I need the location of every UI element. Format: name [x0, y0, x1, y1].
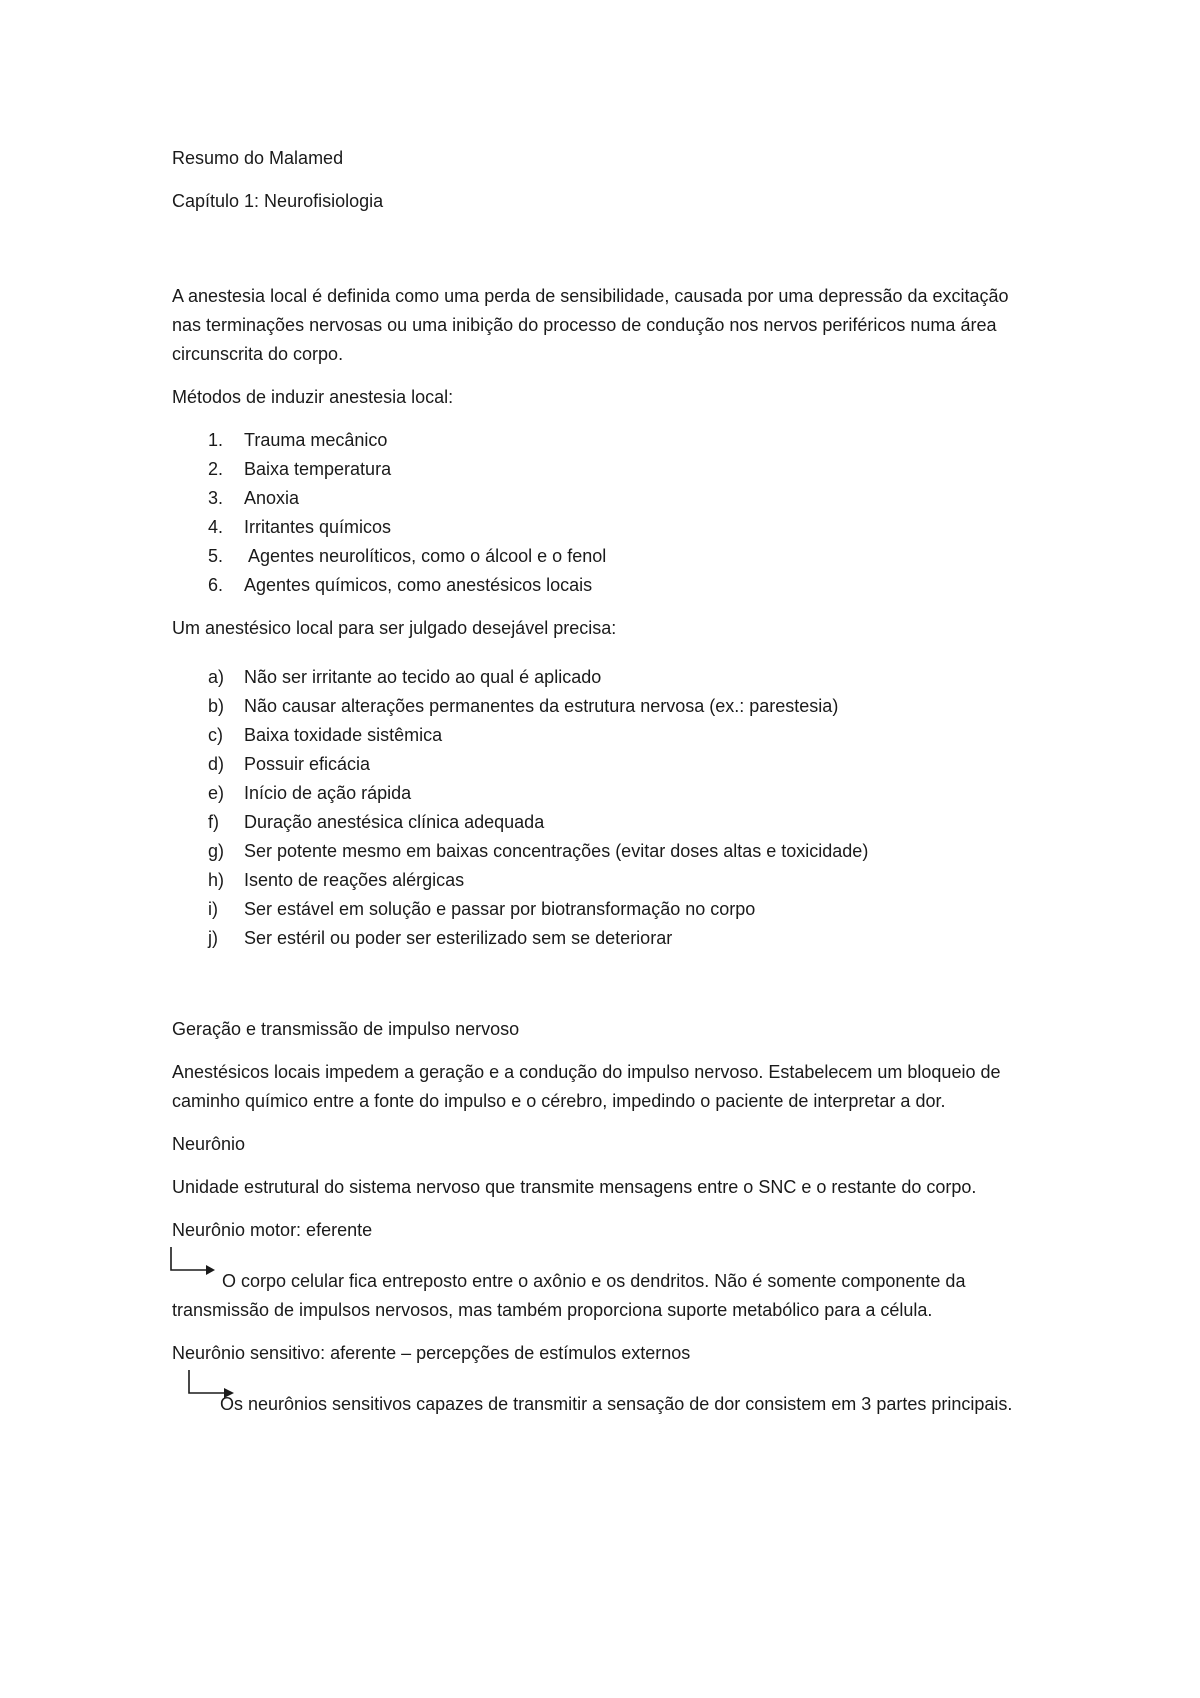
list-item-text: Irritantes químicos — [244, 517, 392, 537]
list-marker: f) — [208, 812, 219, 832]
list-item — [172, 779, 1042, 808]
list-marker: 3. — [208, 488, 224, 508]
list-marker: a) — [208, 667, 225, 687]
definition-paragraph: A anestesia local é definida como uma perda de sensibilidade, causada por uma depressão da excitação nas terminações nervosas ou uma inibição do processo de condução nos nervos periféricos numa área circunscrita do corpo. — [172, 286, 1009, 364]
list-marker: 6. — [208, 575, 224, 595]
list-item — [172, 426, 1042, 455]
list-item-text: Não ser irritante ao tecido ao qual é aplicado — [244, 667, 602, 687]
list-marker: h) — [208, 870, 225, 890]
list-marker: 1. — [208, 430, 224, 450]
list-item-text: Trauma mecânico — [244, 430, 388, 450]
list-item — [172, 866, 1042, 895]
methods-heading: Métodos de induzir anestesia local: — [172, 387, 454, 407]
list-marker: i) — [208, 899, 218, 919]
list-item-text: Anoxia — [244, 488, 300, 508]
list-item-text: Ser estéril ou poder ser esterilizado sem se deteriorar — [244, 928, 673, 948]
list-item — [172, 808, 1042, 837]
list-item-text: Possuir eficácia — [244, 754, 371, 774]
list-item-text: Agentes químicos, como anestésicos locais — [244, 575, 593, 595]
list-item-text: Início de ação rápida — [244, 783, 412, 803]
list-marker: e) — [208, 783, 225, 803]
list-item — [172, 721, 1042, 750]
section-heading: Geração e transmissão de impulso nervoso — [172, 1019, 520, 1039]
document-title: Resumo do Malamed — [172, 148, 344, 168]
list-item — [172, 837, 1042, 866]
sensory-neuron-block — [172, 1390, 1042, 1419]
list-item-text: Ser potente mesmo em baixas concentrações (evitar doses altas e toxicidade) — [244, 841, 869, 861]
list-item-text: Baixa toxidade sistêmica — [244, 725, 443, 745]
motor-neuron-heading: Neurônio motor: eferente — [172, 1220, 373, 1240]
list-item — [172, 571, 1042, 600]
list-marker: 5. — [208, 546, 224, 566]
list-marker: c) — [208, 725, 223, 745]
requirements-heading: Um anestésico local para ser julgado desejável precisa: — [172, 618, 617, 638]
list-item-text: Não causar alterações permanentes da estrutura nervosa (ex.: parestesia) — [244, 696, 839, 716]
list-marker: j) — [208, 928, 218, 948]
neuron-paragraph: Unidade estrutural do sistema nervoso que transmite mensagens entre o SNC e o restante do corpo. — [172, 1177, 977, 1197]
bent-arrow-icon — [188, 1368, 238, 1404]
list-marker: 4. — [208, 517, 224, 537]
list-marker: g) — [208, 841, 225, 861]
motor-neuron-block — [172, 1267, 1042, 1325]
list-marker: 2. — [208, 459, 224, 479]
list-item-text: Duração anestésica clínica adequada — [244, 812, 545, 832]
list-item — [172, 663, 1042, 692]
list-item — [172, 750, 1042, 779]
list-item — [172, 455, 1042, 484]
list-item — [172, 895, 1042, 924]
list-item-text: Isento de reações alérgicas — [244, 870, 465, 890]
methods-list — [172, 426, 1042, 600]
bent-arrow-icon — [170, 1245, 218, 1281]
list-marker: d) — [208, 754, 225, 774]
chapter-heading: Capítulo 1: Neurofisiologia — [172, 191, 384, 211]
document-content — [172, 144, 1042, 1433]
list-item-text: Agentes neurolíticos, como o álcool e o fenol — [244, 546, 607, 566]
list-item — [172, 484, 1042, 513]
sensory-neuron-heading: Neurônio sensitivo: aferente – percepções de estímulos externos — [172, 1343, 691, 1363]
list-item — [172, 513, 1042, 542]
motor-neuron-paragraph: O corpo celular fica entreposto entre o axônio e os dendritos. Não é somente componente da transmissão de impulsos nervosos, mas também proporciona suporte metabólico para a célula. — [172, 1271, 966, 1320]
list-marker: b) — [208, 696, 225, 716]
requirements-list — [172, 663, 1042, 953]
list-item — [172, 542, 1042, 571]
list-item-text: Baixa temperatura — [244, 459, 392, 479]
sensory-neuron-paragraph: Os neurônios sensitivos capazes de transmitir a sensação de dor consistem em 3 partes principais. — [220, 1394, 1013, 1414]
section-paragraph: Anestésicos locais impedem a geração e a condução do impulso nervoso. Estabelecem um bloqueio de caminho químico entre a fonte do impulso e o cérebro, impedindo o paciente de interpretar a dor. — [172, 1062, 1001, 1111]
list-item — [172, 692, 1042, 721]
neuron-heading: Neurônio — [172, 1134, 246, 1154]
list-item-text: Ser estável em solução e passar por biotransformação no corpo — [244, 899, 756, 919]
list-item — [172, 924, 1042, 953]
